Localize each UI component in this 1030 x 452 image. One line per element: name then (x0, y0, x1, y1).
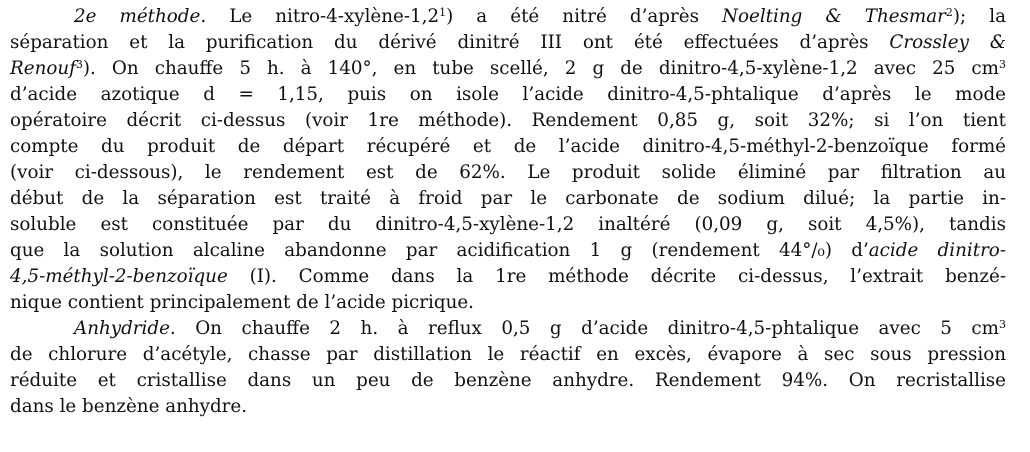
text-line: séparation et la purification du dérivé dinitré III ont été effectuées d’après Crossley & (10, 32, 1007, 53)
text-line: (voir ci-dessous), le rendement est de 62%. Le produit solide éliminé par filtration au (10, 162, 1006, 183)
unit-exponent: 3 (999, 58, 1006, 71)
text-line: 2e méthode. Le nitro-$4-xylène-1,2^1$) a été nitré d’après Noelting & Thesmar$^2$); la (74, 6, 1007, 27)
text-line: dans le benzène anhydre. (10, 396, 248, 417)
author-citation: Crossley & (889, 32, 1007, 53)
text-line: de chlorure d’acétyle, chasse par distillation le réactif en excès, évapore à sec sous pression (10, 344, 1006, 365)
footnote-ref: 3 (75, 58, 83, 71)
text-line: opératoire décrit ci-dessus (voir 1re méthode). Rendement 0,85 g, soit 32%; si l’on tient (10, 110, 1006, 131)
text-line: réduite et cristallise dans un peu de benzène anhydre. Rendement 94%. On recristallise (10, 370, 1006, 391)
paragraph-2e-methode (10, 4, 1006, 316)
footnote-ref: 2 (945, 6, 953, 19)
footnote-ref: 1 (439, 6, 447, 19)
compound-name: acide dinitro- (868, 240, 1006, 261)
section-heading: Anhydride. (74, 318, 176, 339)
author-citation: Renouf (10, 58, 76, 79)
text-line: début de la séparation est traité à froid par le carbonate de sodium dilué; la partie in- (10, 188, 1006, 209)
text-line: 4,5-méthyl-2-benzoïque (I). Comme dans la 1re méthode décrite ci-dessus, l’extrait benzé- (10, 266, 1006, 287)
compound-name: 4,5-méthyl-2-benzoïque (10, 266, 228, 287)
text-line: Renouf$^3$). On chauffe 5 h. à 140°, en tube scellé, 2 g de dinitro-4,5-xylène-1,2 avec 25 $cm^3$ (10, 58, 1006, 79)
paragraph-anhydride (10, 316, 1006, 420)
text-line: nique contient principalement de l’acide picrique. (10, 292, 474, 313)
text-line: soluble est constituée par du dinitro-4,5-xylène-1,2 inaltéré (0,09 g, soit 4,5%), tandis (10, 214, 1006, 235)
unit-exponent: 3 (999, 318, 1006, 331)
author-citation: Noelting & Thesmar (722, 6, 946, 27)
text-line: Anhydride. On chauffe 2 h. à reflux 0,5 g d’acide dinitro-4,5-phtalique avec 5 $cm^3$ (74, 318, 1006, 339)
section-heading: 2e méthode. (74, 6, 207, 27)
text-line: compte du produit de départ récupéré et de l’acide dinitro-4,5-méthyl-2-benzoïque formé (10, 136, 1006, 157)
text-line: que la solution alcaline abandonne par acidification 1 g (rendement 44°/₀) d’acide dinitro- (10, 240, 1006, 261)
text-line: d’acide azotique d = 1,15, puis on isole l’acide dinitro-4,5-phtalique d’après le mode (10, 84, 1006, 105)
